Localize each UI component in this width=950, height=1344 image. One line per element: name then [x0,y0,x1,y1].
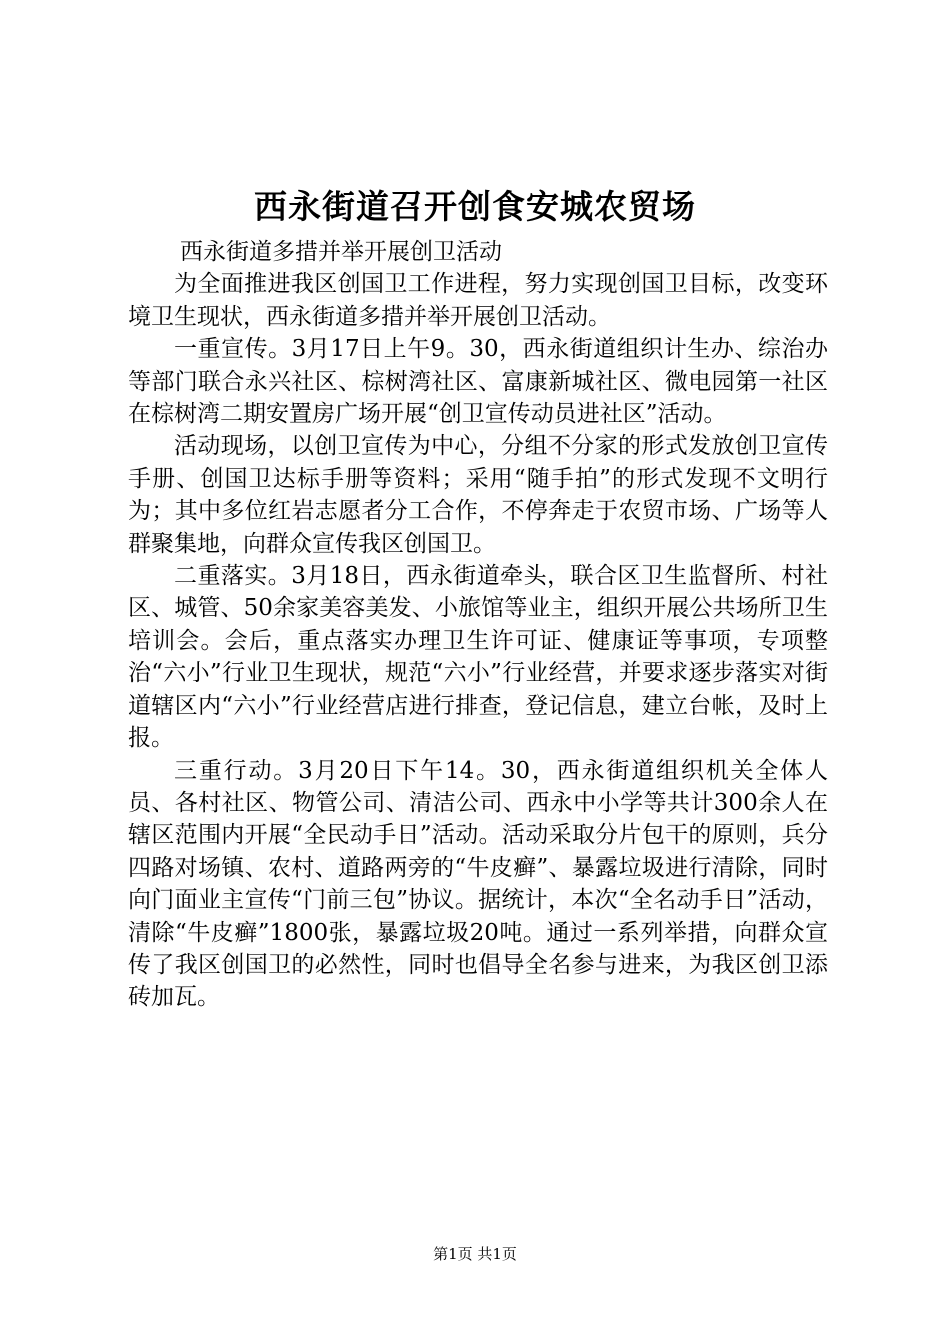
paragraph-publicity: 一重宣传。3月17日上午9。30，西永街道组织计生办、综治办等部门联合永兴社区、棕树湾社区、富康新城社区、微电园第一社区在棕树湾二期安置房广场开展“创卫宣传动员进社区”活动。 [128,336,828,428]
paragraph-implementation: 二重落实。3月18日，西永街道牵头，联合区卫生监督所、村社区、城管、50余家美容美发、小旅馆等业主，组织开展公共场所卫生培训会。会后，重点落实办理卫生许可证、健康证等事项，专项整治“六小”行业卫生现状，规范“六小”行业经营，并要求逐步落实对街道辖区内“六小”行业经营店进行排查，登记信息，建立台帐，及时上报。 [128,563,828,752]
document-title: 西永街道召开创食安城农贸场 [254,187,696,226]
paragraph-intro: 为全面推进我区创国卫工作进程，努力实现创国卫目标，改变环境卫生现状，西永街道多措并举开展创卫活动。 [128,271,828,330]
document-body [128,236,828,1014]
paragraph-activity-scene: 活动现场，以创卫宣传为中心，分组不分家的形式发放创卫宣传手册、创国卫达标手册等资料；采用“随手拍”的形式发现不文明行为；其中多位红岩志愿者分工合作，不停奔走于农贸市场、广场等人群聚集地，向群众宣传我区创国卫。 [128,433,828,557]
document-subtitle: 西永街道多措并举开展创卫活动 [180,239,502,265]
page-number-footer: 第1页 共1页 [433,1245,517,1263]
paragraph-action: 三重行动。3月20日下午14。30，西永街道组织机关全体人员、各村社区、物管公司、清洁公司、西永中小学等共计300余人在辖区范围内开展“全民动手日”活动。活动采取分片包干的原则，兵分四路对场镇、农村、道路两旁的“牛皮癣”、暴露垃圾进行清除，同时向门面业主宣传“门前三包”协议。据统计，本次“全名动手日”活动，清除“牛皮癣”1800张，暴露垃圾20吨。通过一系列举措，向群众宣传了我区创国卫的必然性，同时也倡导全名参与进来，为我区创卫添砖加瓦。 [128,757,828,1011]
